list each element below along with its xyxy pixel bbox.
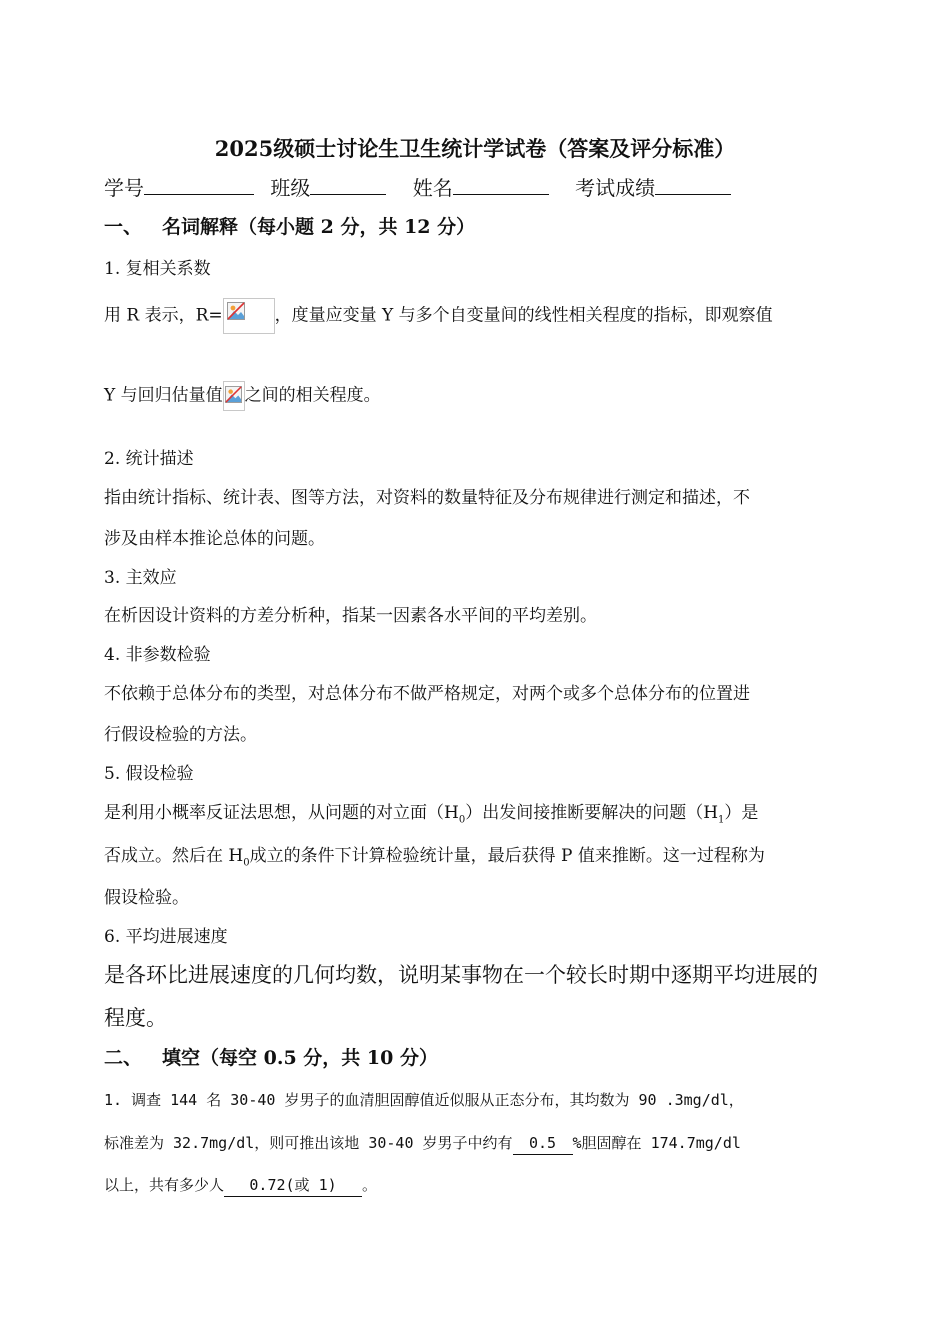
term-5-text-c: ）是 (724, 803, 759, 823)
term-2-definition-line-1: 指由统计指标、统计表、图等方法，对资料的数量特征及分布规律进行测定和描述，不 (104, 488, 750, 508)
term-1-text-c: Y 与回归估量值 (104, 385, 223, 406)
class-blank (310, 176, 386, 195)
question-1-line-2 (104, 1132, 741, 1155)
term-5-text-e: 成立的条件下计算检验统计量，最后获得 P 值来推断。这一过程称为 (249, 846, 765, 866)
term-1-text-a: 用 R 表示，R= (104, 305, 223, 326)
term-5-definition-line-1 (104, 802, 758, 831)
term-1-definition-line-2 (104, 381, 381, 411)
term-1-label: 1. 复相关系数 (104, 259, 211, 279)
student-id-label: 学号 (104, 176, 144, 200)
page-title: 2025级硕士讨论生卫生统计学试卷（答案及评分标准） (214, 136, 736, 161)
term-4-definition-line-2: 行假设检验的方法。 (104, 725, 257, 745)
question-1-text-b: %胆固醇在 174.7mg/dl (572, 1134, 741, 1152)
term-6-label: 6. 平均进展速度 (104, 927, 228, 947)
broken-image-icon (223, 298, 275, 334)
question-1-line-3 (104, 1174, 377, 1197)
estimate-image-icon (225, 386, 242, 403)
term-5-text-b: ）出发间接推断要解决的问题（H (465, 803, 719, 823)
term-4-definition-line-1: 不依赖于总体分布的类型，对总体分布不做严格规定，对两个或多个总体分布的位置进 (104, 684, 750, 704)
name-blank (453, 176, 549, 195)
section-2-heading (104, 1047, 438, 1069)
answer-blank-1: 0.5 (513, 1132, 573, 1155)
section-2-number: 二、 (104, 1047, 143, 1069)
term-5-text-a: 是利用小概率反证法思想，从问题的对立面（H (104, 803, 459, 823)
score-label: 考试成绩 (575, 176, 656, 200)
formula-image-icon (227, 302, 245, 320)
term-1-definition-line-1 (104, 298, 773, 334)
class-label: 班级 (270, 176, 311, 200)
term-2-definition-line-2: 涉及由样本推论总体的问题。 (104, 529, 325, 549)
term-6-definition-line-1: 是各环比进展速度的几何均数，说明某事物在一个较长时期中逐期平均进展的 (104, 963, 818, 987)
section-2-title: 填空（每空 0.5 分，共 10 分） (162, 1047, 438, 1069)
score-blank (655, 176, 731, 195)
h0-subscript: 0 (458, 814, 466, 826)
student-info-row (104, 176, 731, 199)
term-1-text-d: 之间的相关程度。 (244, 385, 381, 406)
term-5-label: 5. 假设检验 (104, 764, 194, 784)
term-4-label: 4. 非参数检验 (104, 645, 211, 665)
h0-subscript: 0 (243, 857, 250, 869)
term-3-definition-line-1: 在析因设计资料的方差分析种，指某一因素各水平间的平均差别。 (104, 606, 597, 626)
question-1-text-a: 标准差为 32.7mg/dl，则可推出该地 30-40 岁男子中约有 (104, 1134, 513, 1152)
term-2-label: 2. 统计描述 (104, 449, 194, 469)
term-5-definition-line-2 (104, 845, 765, 874)
term-6-definition-line-2: 程度。 (104, 1006, 167, 1030)
student-id-blank (144, 176, 254, 195)
broken-image-icon (223, 381, 245, 411)
term-5-text-d: 否成立。然后在 H (104, 846, 244, 866)
question-1-text-d: 。 (362, 1176, 378, 1194)
term-5-definition-line-3: 假设检验。 (104, 888, 189, 908)
term-3-label: 3. 主效应 (104, 568, 177, 588)
name-label: 姓名 (412, 176, 453, 200)
section-1-heading (104, 216, 475, 238)
h1-subscript: 1 (718, 814, 725, 826)
question-1-text-c: 以上，共有多少人 (104, 1176, 225, 1194)
term-1-text-b: ，度量应变量 Y 与多个自变量间的线性相关程度的指标，即观察值 (274, 305, 773, 326)
answer-blank-2: 0.72(或 1) (224, 1174, 362, 1197)
section-1-number: 一、 (104, 216, 143, 238)
question-1-line-1: 1. 调查 144 名 30-40 岁男子的血清胆固醇值近似服从正态分布，其均数为 90 .3mg/dl， (104, 1091, 744, 1109)
section-1-title: 名词解释（每小题 2 分，共 12 分） (162, 216, 476, 238)
